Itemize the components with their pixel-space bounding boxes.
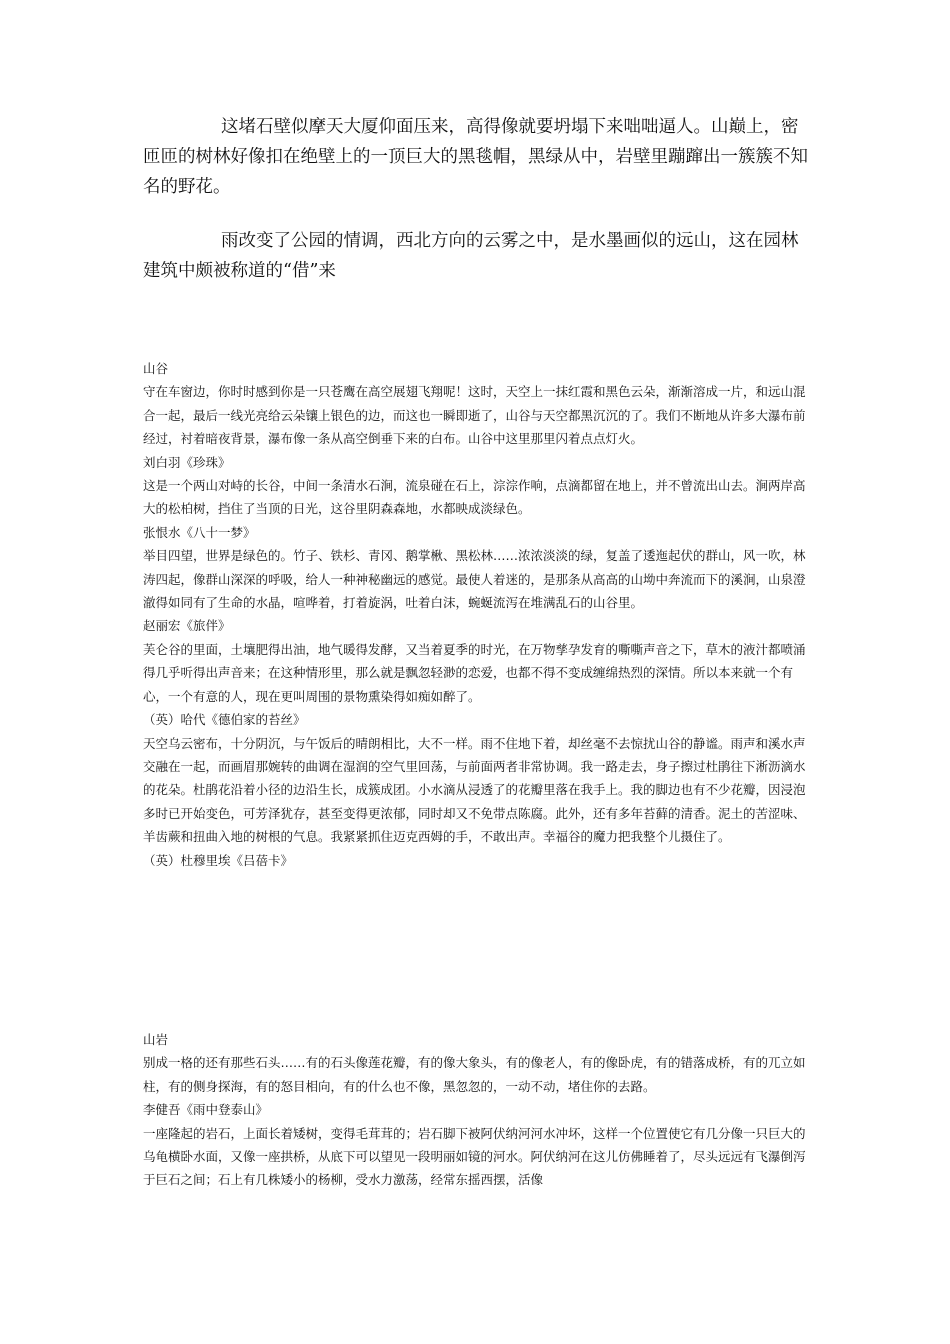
- excerpt-text: 这是一个两山对峙的长谷，中间一条清水石涧，流泉碰在石上，淙淙作响，点滴都留在地上，并不曾流出山去。涧两岸高大的松柏树，挡住了当顶的日光，这谷里阴森森地，水都映成淡绿色。: [143, 478, 806, 517]
- section-heading: 山谷: [143, 361, 169, 376]
- section-rock: [143, 1028, 808, 1192]
- excerpt-text: 别成一格的还有那些石头……有的石头像莲花瓣，有的像大象头，有的像老人，有的像卧虎，有的错落成桥，有的兀立如柱，有的侧身探海，有的怒目相向，有的什么也不像，黑忽忽的，一动不动，堵住你的去路。: [143, 1055, 806, 1094]
- excerpt-source: 刘白羽《珍珠》: [143, 454, 231, 470]
- excerpt-source: （英）杜穆里埃《吕蓓卡》: [143, 852, 294, 868]
- excerpt-text: 芙仑谷的里面，土壤肥得出油，地气暖得发酵，又当着夏季的时光，在万物孳孕发育的嘶嘶声音之下，草木的液汁都喷涌得几乎听得出声音来；在这种情形里，那么就是飘忽轻渺的恋爱，也都不得不变成缠绵热烈的深情。所以本来就一个有心，一个有意的人，现在更叫周围的景物熏染得如痴如醉了。: [143, 641, 806, 704]
- excerpt-text: 天空乌云密布，十分阴沉，与午饭后的晴朗相比，大不一样。雨不住地下着，却丝毫不去惊扰山谷的静谧。雨声和溪水声交融在一起，而画眉那婉转的曲调在湿润的空气里回荡，与前面两者非常协调。我一路走去，身子擦过杜鹃往下淅沥滴水的花朵。杜鹃花沿着小径的边沿生长，成簇成团。小水滴从浸透了的花瓣里落在我手上。我的脚边也有不少花瓣，因浸泡多时已开始变色，可芳泽犹存，甚至变得更浓郁，同时却又不免带点陈腐。此外，还有多年苔藓的清香。泥土的苦涩味、羊齿蕨和扭曲入地的树根的气息。我紧紧抓住迈克西姆的手，不敢出声。幸福谷的魔力把我整个儿摄住了。: [143, 735, 806, 845]
- excerpt-text: 守在车窗边，你时时感到你是一只苍鹰在高空展翅飞翔呢！这时，天空上一抹红霞和黑色云朵，渐渐溶成一片，和远山混合一起，最后一线光亮给云朵镶上银色的边，而这也一瞬即逝了，山谷与天空都黑沉沉的了。我们不断地从许多大瀑布前经过，衬着暗夜背景，瀑布像一条从高空倒垂下来的白布。山谷中这里那里闪着点点灯火。: [143, 384, 806, 447]
- excerpt-source: 赵丽宏《旅伴》: [143, 618, 231, 634]
- section-valley: [143, 357, 808, 872]
- intro-paragraph-2: [143, 226, 808, 286]
- excerpt-source: （英）哈代《德伯家的苔丝》: [143, 712, 306, 728]
- excerpt-source: 李健吾《雨中登泰山》: [143, 1102, 269, 1118]
- section-heading: 山岩: [143, 1032, 169, 1047]
- excerpt-source: 张恨水《八十一梦》: [143, 524, 256, 540]
- intro-paragraph-1: [143, 112, 808, 202]
- excerpt-text: 举目四望，世界是绿色的。竹子、铁杉、青冈、鹅掌楸、黑松林……浓浓淡淡的绿，复盖了逶迤起伏的群山，风一吹，林涛四起，像群山深深的呼吸，给人一种神秘幽远的感觉。最使人着迷的，是那条从高高的山坳中奔流而下的溪涧，山泉澄澈得如同有了生命的水晶，喧哗着，打着旋涡，吐着白沫，蜿蜒流泻在堆满乱石的山谷里。: [143, 548, 806, 611]
- intro-paragraph-2-text: 雨改变了公园的情调，西北方向的云雾之中，是水墨画似的远山，这在园林建筑中颇被称道的“借”来: [143, 231, 799, 281]
- excerpt-text: 一座隆起的岩石，上面长着矮树，变得毛茸茸的；岩石脚下被阿伏纳河河水冲坏，这样一个位置使它有几分像一只巨大的乌龟横卧水面，又像一座拱桥，从底下可以望见一段明丽如镜的河水。阿伏纳河在这儿仿佛睡着了，尽头远远有飞瀑倒泻于巨石之间；石上有几株矮小的杨柳，受水力激荡，经常东摇西摆，活像: [143, 1125, 806, 1188]
- intro-paragraph-1-text: 这堵石壁似摩天大厦仰面压来，高得像就要坍塌下来咄咄逼人。山巅上，密匝匝的树林好像扣在绝壁上的一顶巨大的黑毯帽，黑绿从中，岩壁里蹦蹿出一簇簇不知名的野花。: [143, 117, 808, 197]
